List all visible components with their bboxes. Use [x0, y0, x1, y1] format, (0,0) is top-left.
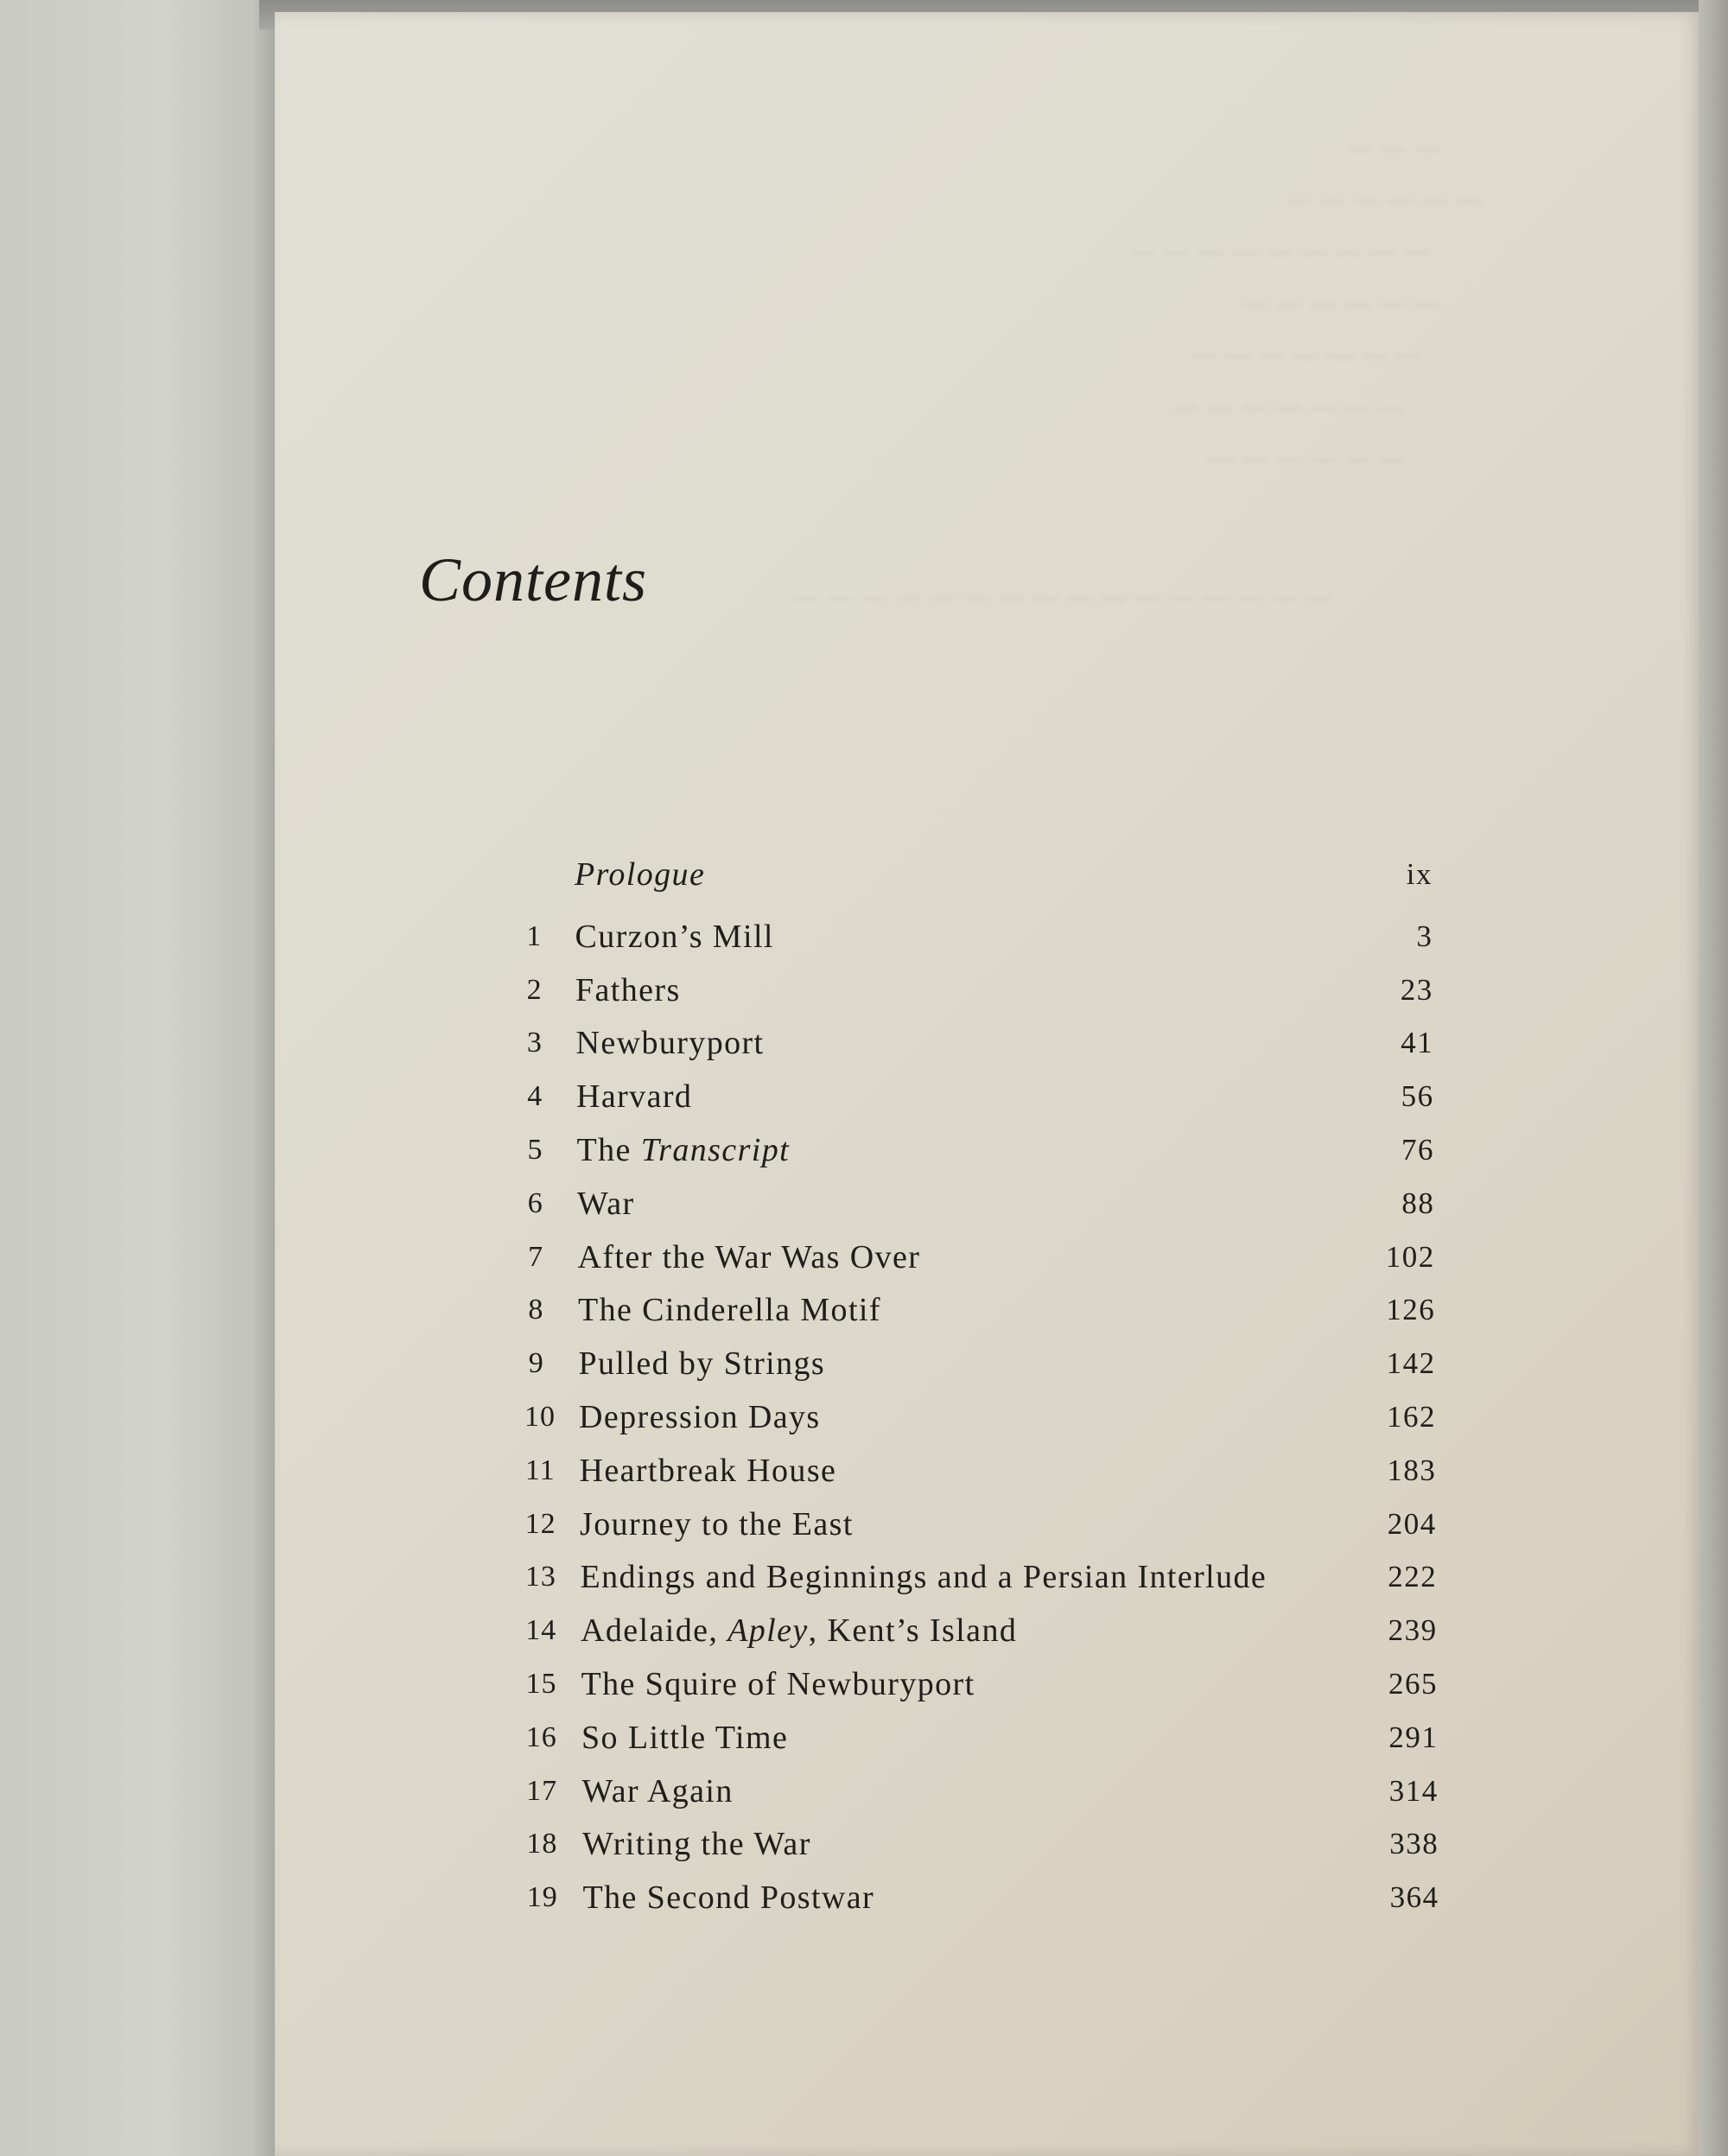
- bleed-through-text: — — —: [1346, 133, 1441, 163]
- title-part: Depression Days: [579, 1399, 821, 1435]
- chapter-number: 4: [527, 1080, 543, 1113]
- title-part: Harvard: [576, 1078, 693, 1116]
- page-number: 265: [1388, 1667, 1438, 1701]
- bleed-through-text: — — — — — — — — —: [1130, 237, 1430, 267]
- toc-entry: [0, 1503, 1437, 1546]
- toc-entry: [0, 853, 1433, 896]
- toc-entry: [0, 1075, 1434, 1118]
- chapter-title: [577, 1182, 635, 1225]
- chapter-title: [582, 1770, 734, 1813]
- chapter-number: 8: [528, 1294, 544, 1326]
- chapter-number: 1: [526, 919, 543, 952]
- title-part: Newburyport: [575, 1025, 765, 1062]
- chapter-number: 9: [528, 1347, 544, 1380]
- title-part: Fathers: [575, 971, 681, 1008]
- page-number: 3: [1416, 919, 1433, 953]
- toc-entry: [0, 1021, 1433, 1065]
- chapter-number: 17: [526, 1774, 558, 1807]
- bleed-through-text: — — — — — — —: [1173, 392, 1405, 423]
- bleed-through-text: — — — — — —: [1208, 444, 1405, 474]
- chapter-number: 18: [526, 1828, 558, 1860]
- title-part: The Squire of Newburyport: [581, 1666, 975, 1702]
- page-number: 76: [1401, 1133, 1434, 1167]
- chapter-number: 12: [524, 1507, 556, 1540]
- chapter-number: 16: [525, 1720, 557, 1753]
- page-number: 102: [1385, 1239, 1435, 1274]
- title-part: So Little Time: [581, 1719, 789, 1756]
- chapter-number: 5: [527, 1134, 543, 1166]
- toc-entry: [0, 1663, 1438, 1706]
- chapter-title: [582, 1822, 811, 1866]
- chapter-title: [581, 1609, 1017, 1652]
- chapter-title: [575, 969, 681, 1012]
- bleed-through-text: — — — — — —: [1242, 289, 1439, 319]
- toc-entry: [0, 1288, 1435, 1332]
- page-number: 23: [1400, 972, 1433, 1007]
- title-part: Endings and Beginnings and a Persian Interlude: [580, 1559, 1267, 1596]
- page-number: 204: [1387, 1506, 1437, 1541]
- chapter-title: [576, 1075, 692, 1118]
- toc-entry: [0, 1555, 1437, 1599]
- chapter-title: [581, 1663, 975, 1706]
- title-part: The: [576, 1132, 641, 1168]
- chapter-title: [581, 1716, 788, 1759]
- toc-entry: [0, 1236, 1435, 1279]
- chapter-number: 3: [526, 1027, 543, 1059]
- chapter-title: [577, 1129, 791, 1172]
- toc-entry: [0, 1609, 1438, 1652]
- page-number: 142: [1386, 1346, 1436, 1381]
- page-number: 314: [1388, 1773, 1439, 1808]
- title-part: , Kent’s Island: [808, 1612, 1018, 1650]
- bleed-through-text: — — — — — — —: [1191, 340, 1422, 371]
- italic-title-part: Prologue: [575, 856, 706, 893]
- title-part: War Again: [581, 1772, 734, 1809]
- toc-entry: [0, 1396, 1436, 1439]
- page-number: 183: [1387, 1453, 1437, 1487]
- title-part: The Cinderella Motif: [578, 1292, 881, 1329]
- title-part: Journey to the East: [580, 1505, 854, 1542]
- toc-entry: [0, 1876, 1439, 1919]
- chapter-title: [579, 1396, 821, 1439]
- chapter-title: [575, 915, 774, 958]
- chapter-title: [576, 1021, 765, 1065]
- page-number: 41: [1401, 1026, 1434, 1060]
- title-part: After the War Was Over: [577, 1238, 921, 1275]
- chapter-number: 10: [524, 1401, 556, 1433]
- page-number: 222: [1388, 1560, 1438, 1594]
- chapter-number: 19: [526, 1881, 558, 1914]
- page-number: 364: [1389, 1880, 1439, 1915]
- title-part: Pulled by Strings: [578, 1345, 826, 1383]
- page-number: 291: [1388, 1720, 1439, 1754]
- page-title: Contents: [419, 545, 648, 614]
- toc-entry: [0, 1822, 1439, 1866]
- chapter-title: [579, 1342, 826, 1385]
- toc-entry: [0, 1129, 1434, 1172]
- chapter-title: [581, 1555, 1267, 1599]
- chapter-number: 6: [527, 1186, 543, 1219]
- title-part: Heartbreak House: [579, 1452, 837, 1489]
- chapter-number: 13: [524, 1561, 556, 1593]
- page-number: 56: [1401, 1079, 1434, 1114]
- page-number: 88: [1401, 1186, 1435, 1220]
- page-number: ix: [1406, 857, 1433, 891]
- chapter-title: [583, 1876, 875, 1919]
- title-part: Writing the War: [582, 1826, 811, 1863]
- toc-entry: [0, 915, 1433, 958]
- chapter-title: [578, 1236, 921, 1279]
- toc-entry: [0, 1770, 1439, 1813]
- title-part: The Second Postwar: [582, 1879, 875, 1917]
- bleed-through-text: — — — — — — — — — — — — — — — —: [793, 582, 1332, 613]
- page-number: 338: [1389, 1827, 1439, 1861]
- chapter-title: [578, 1288, 881, 1332]
- chapter-number: 2: [526, 973, 543, 1006]
- italic-title-part: Transcript: [640, 1132, 791, 1168]
- chapter-title: [575, 853, 705, 896]
- title-part: Adelaide,: [581, 1612, 728, 1650]
- chapter-number: 7: [528, 1240, 544, 1273]
- toc-entry: [0, 969, 1433, 1012]
- toc-entry: [0, 1716, 1438, 1759]
- toc-entry: [0, 1449, 1436, 1492]
- bleed-through-text: — — — — — —: [1286, 185, 1483, 215]
- title-part: Curzon’s Mill: [575, 918, 774, 955]
- page-number: 162: [1387, 1400, 1436, 1434]
- italic-title-part: Apley: [727, 1612, 809, 1650]
- page-number: 239: [1388, 1613, 1438, 1648]
- toc-entry: [0, 1342, 1436, 1385]
- page-number: 126: [1386, 1293, 1436, 1327]
- title-part: War: [577, 1185, 635, 1222]
- chapter-number: 14: [525, 1614, 557, 1647]
- chapter-number: 11: [524, 1453, 556, 1486]
- toc-entry: [0, 1182, 1434, 1225]
- chapter-title: [580, 1503, 854, 1546]
- chapter-number: 15: [525, 1668, 557, 1700]
- chapter-title: [580, 1449, 837, 1492]
